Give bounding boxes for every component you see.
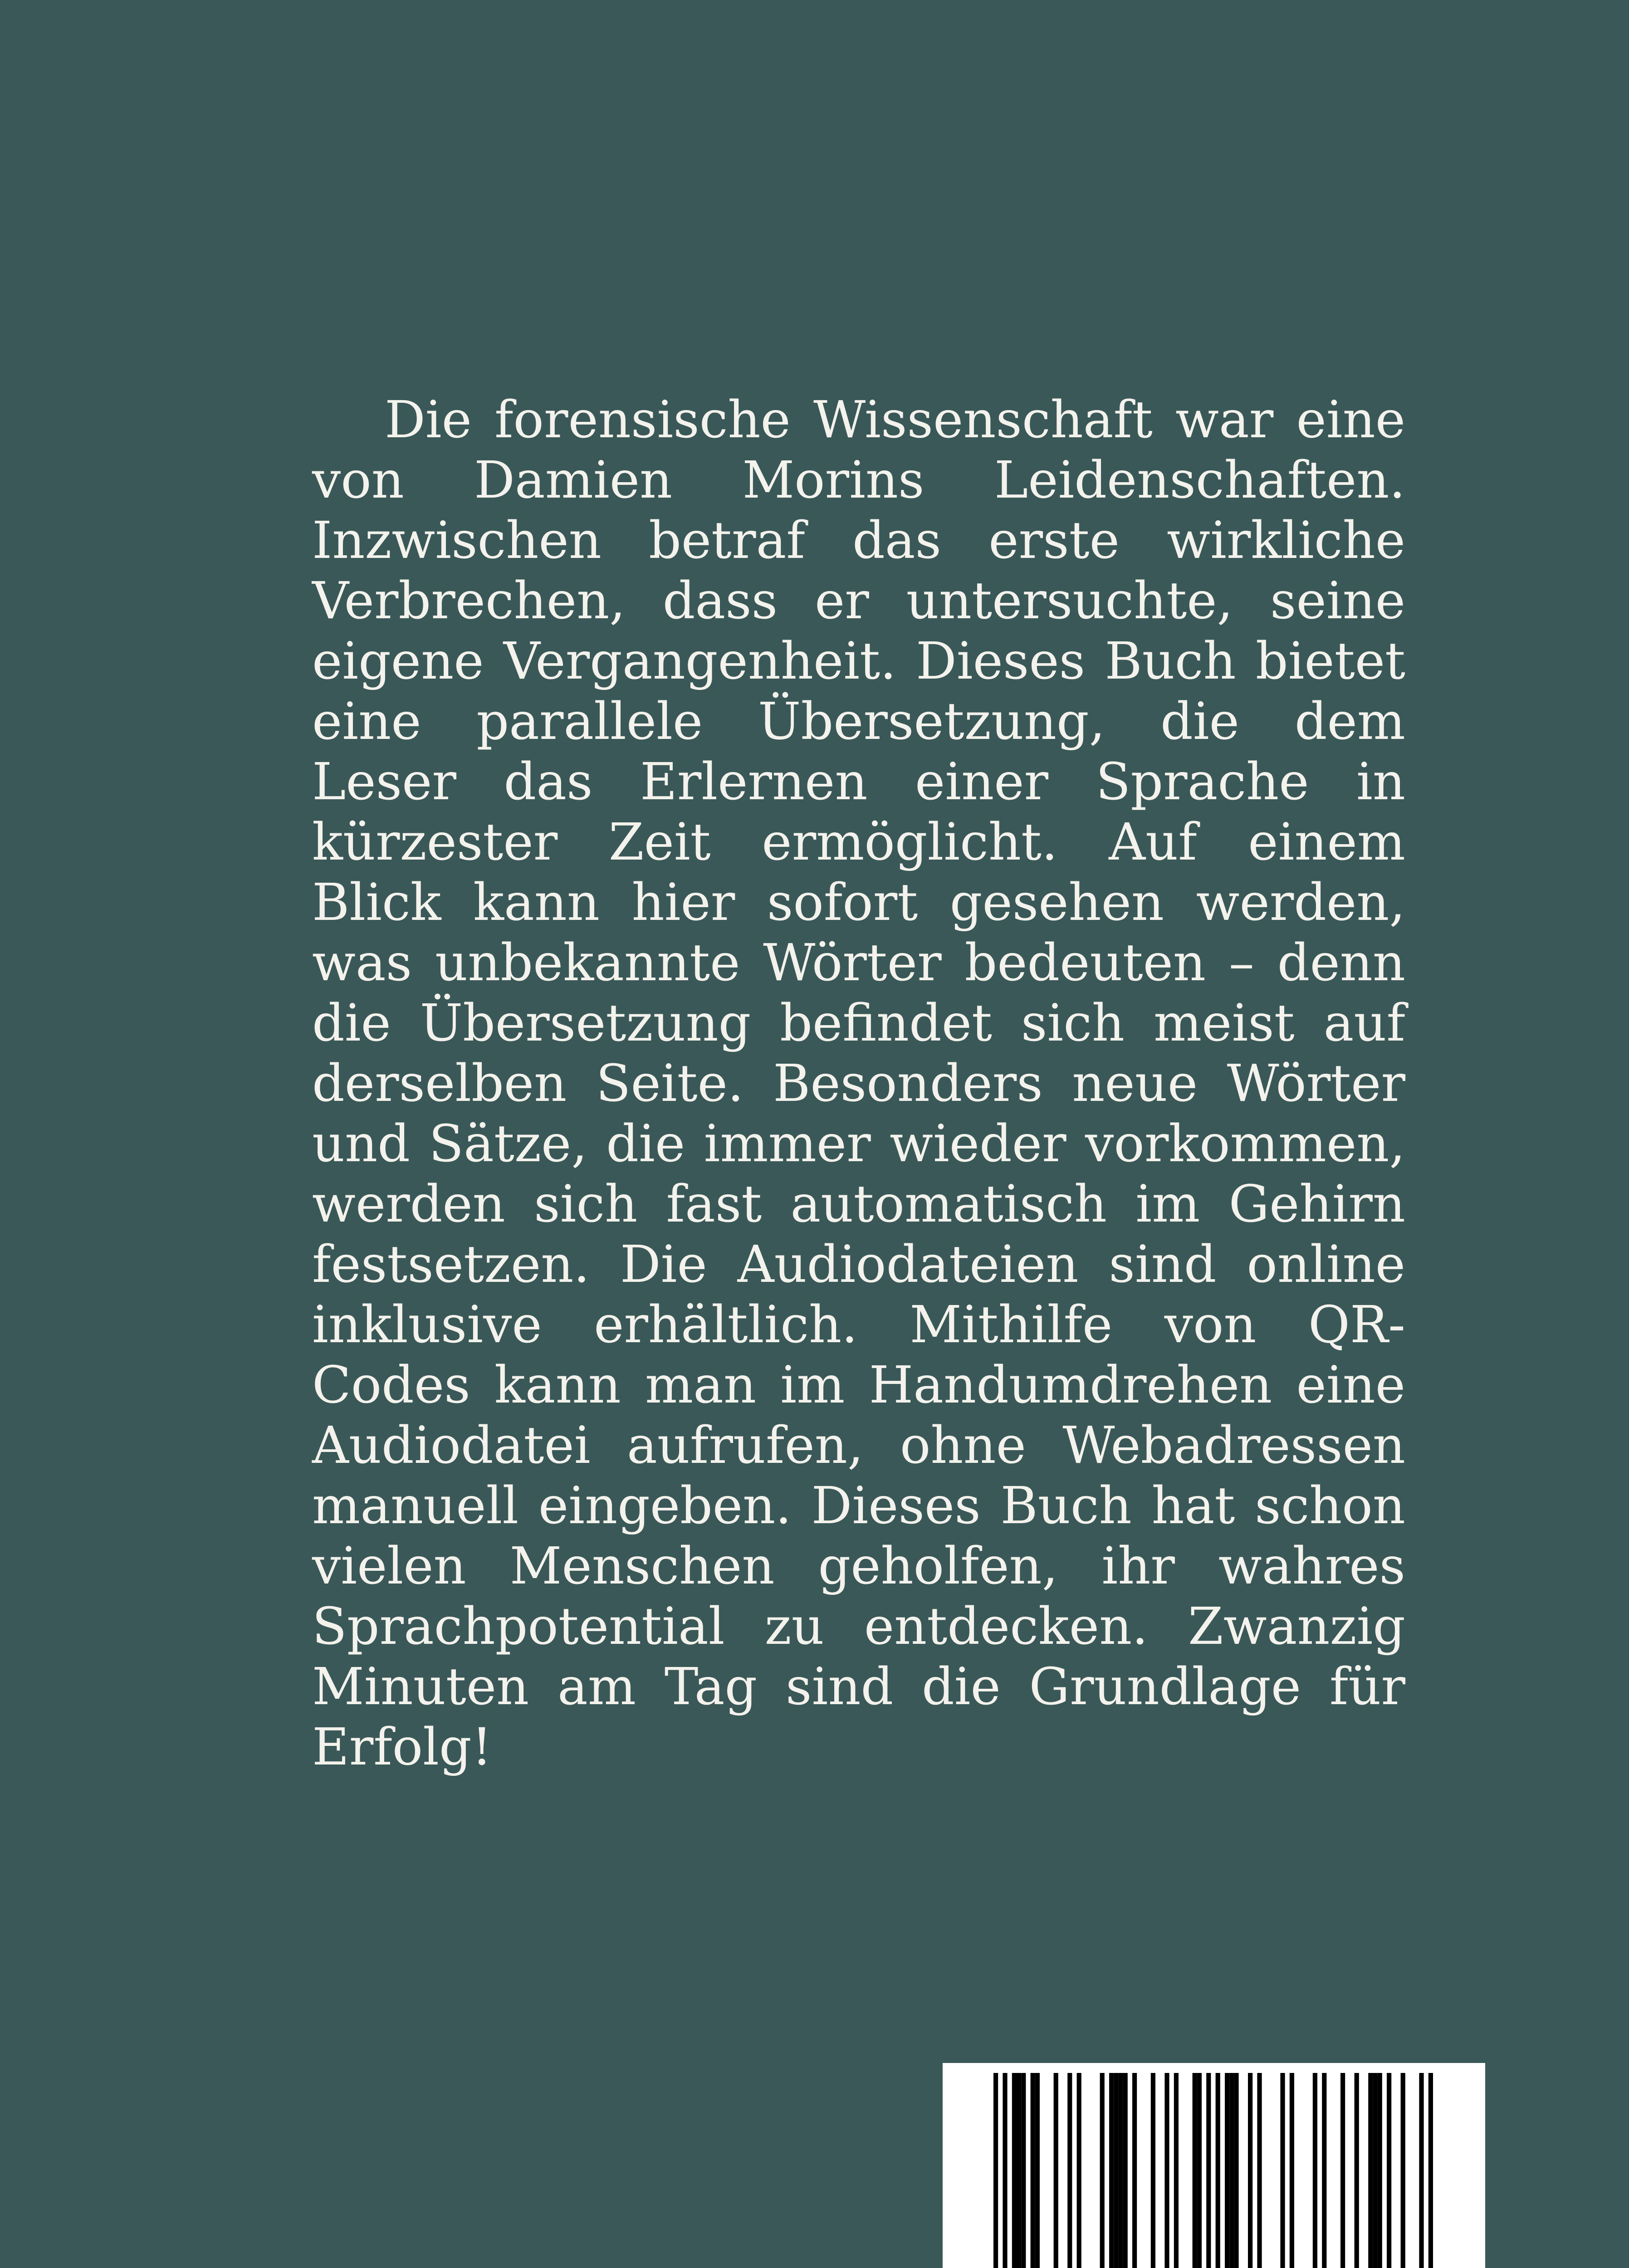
barcode-bar bbox=[1257, 2073, 1262, 2268]
barcode-bar bbox=[1355, 2073, 1359, 2268]
barcode-bar bbox=[1225, 2073, 1229, 2268]
barcode-bar bbox=[1077, 2073, 1081, 2268]
barcode-bar bbox=[1114, 2073, 1118, 2268]
barcode-bar bbox=[1012, 2073, 1017, 2268]
barcode-guard-bar bbox=[993, 2073, 998, 2268]
blurb-text: Die forensische Wissenschaft war eine von Damien Morins Leidenschaften. Inzwischen betraf das erste wirkliche Verbrechen, dass er untersuchte, seine eigene Vergangenheit. Dieses Buch bietet eine parallele Übersetzung, die dem Leser das Erlernen einer Sprache in kürzester Zeit ermöglicht. Auf einem Blick kann hier sofort gesehen werden, was unbekannte Wörter bedeuten – denn die Übersetzung befindet sich meist auf derselben Seite. Besonders neue Wörter und Sätze, die immer wieder vorkommen, werden sich fast automatisch im Gehirn festsetzen. Die Audiodateien sind online inklusive erhältlich. Mithilfe von QR-Codes kann man im Handumdrehen eine Audiodatei aufrufen, ohne Webadressen manuell eingeben. Dieses Buch hat schon vielen Menschen geholfen, ihr wahres Sprachpotential zu entdecken. Zwanzig Minuten am Tag sind die Grundlage für Erfolg! bbox=[312, 391, 1405, 1777]
barcode-bar bbox=[1174, 2073, 1179, 2268]
barcode-bar bbox=[1151, 2073, 1155, 2268]
barcode-bar bbox=[1322, 2073, 1326, 2268]
barcode-bar bbox=[1017, 2073, 1021, 2268]
barcode-bar bbox=[1280, 2073, 1285, 2268]
barcode-bar bbox=[1123, 2073, 1128, 2268]
barcode-guard-bar bbox=[1206, 2073, 1211, 2268]
barcode-bar bbox=[1021, 2073, 1026, 2268]
barcode-bar bbox=[1054, 2073, 1058, 2268]
barcode-bar bbox=[1290, 2073, 1294, 2268]
barcode-bar bbox=[1031, 2073, 1035, 2268]
barcode-bar bbox=[1109, 2073, 1114, 2268]
barcode-bar bbox=[1197, 2073, 1202, 2268]
barcode-bar bbox=[1193, 2073, 1197, 2268]
barcode-bar bbox=[1229, 2073, 1234, 2268]
barcode-bar bbox=[1164, 2073, 1169, 2268]
barcode-bar bbox=[1313, 2073, 1317, 2268]
barcode-bar bbox=[1132, 2073, 1137, 2268]
barcode-bar bbox=[1118, 2073, 1123, 2268]
barcode-bar bbox=[1401, 2073, 1405, 2268]
barcode-guard-bar bbox=[1419, 2073, 1424, 2268]
barcode-bar bbox=[1035, 2073, 1040, 2268]
barcode-bar bbox=[1340, 2073, 1345, 2268]
barcode-bars bbox=[993, 2073, 1433, 2268]
barcode-bar bbox=[1248, 2073, 1252, 2268]
barcode-guard-bar bbox=[1003, 2073, 1007, 2268]
barcode-graphic bbox=[943, 2063, 1485, 2268]
barcode-bar bbox=[1100, 2073, 1105, 2268]
barcode-bar bbox=[1373, 2073, 1377, 2268]
isbn-barcode bbox=[943, 2063, 1485, 2268]
barcode-guard-bar bbox=[1216, 2073, 1220, 2268]
barcode-bar bbox=[1387, 2073, 1391, 2268]
barcode-bar bbox=[1067, 2073, 1072, 2268]
barcode-bar bbox=[1368, 2073, 1373, 2268]
barcode-bar bbox=[1234, 2073, 1238, 2268]
barcode-bar bbox=[1378, 2073, 1382, 2268]
barcode-guard-bar bbox=[1428, 2073, 1433, 2268]
